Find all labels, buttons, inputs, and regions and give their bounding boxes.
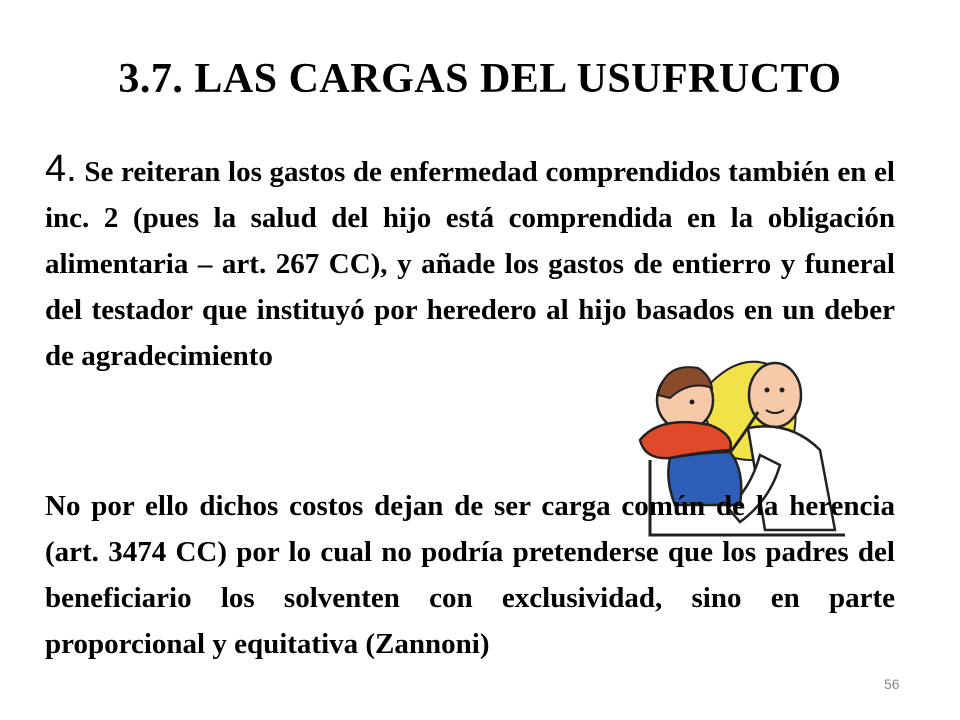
paragraph-number: 4. (45, 148, 77, 190)
paragraph-1 (45, 146, 895, 379)
slide-title: 3.7. LAS CARGAS DEL USUFRUCTO (118, 56, 842, 102)
paragraph-2: No por ello dichos costos dejan de ser carga común de la herencia (art. 3474 CC) por lo cual no podría pretenderse que los padres del beneficiario los solventen con exclusividad, sino en parte proporcional y equitativa (Zannoni) (45, 490, 895, 660)
page-number: 56 (884, 676, 900, 692)
paragraph-1-text: Se reiteran los gastos de enfermedad comprendidos también en el inc. 2 (pues la salud del hijo está comprendida en la obligación alimentaria – art. 267 CC), y añade los gastos de entierro y funeral del testador que instituyó por heredero al hijo basados en un deber de agradecimiento (45, 156, 895, 372)
